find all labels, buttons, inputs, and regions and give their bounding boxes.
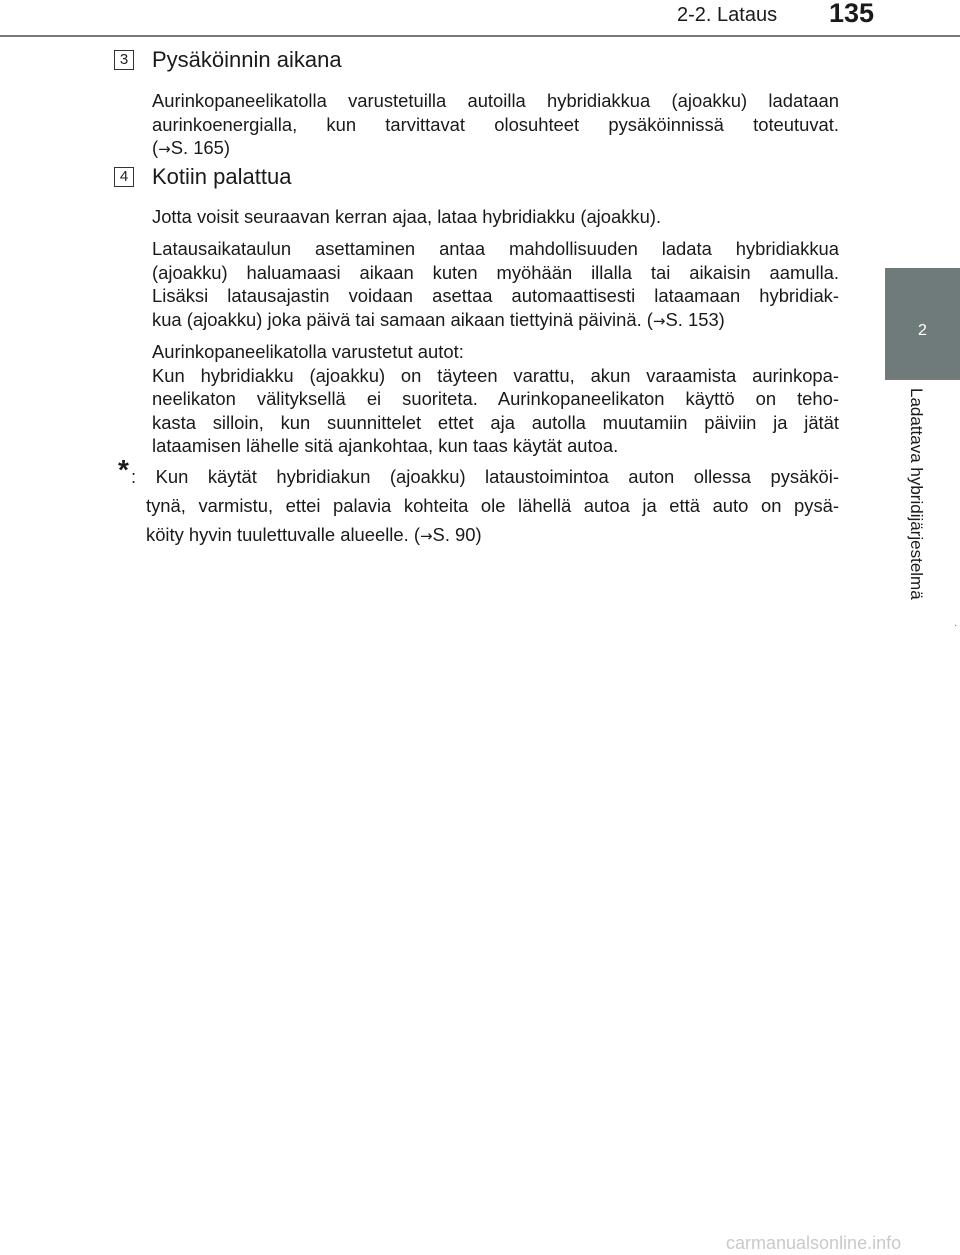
section-heading-home: Kotiin palattua <box>152 164 292 189</box>
footnote <box>131 462 839 551</box>
side-divider <box>885 378 960 380</box>
text-line: neelikaton välityksellä ei suoriteta. Aurinkopaneelikaton käyttö on teho- <box>152 388 839 409</box>
paragraph-charge-schedule <box>152 237 839 333</box>
text-line <box>131 520 839 551</box>
text-line: aurinkoenergialla, kun tarvittavat olosuhteet pysäköinnissä toteutuvat. <box>152 113 839 135</box>
text-line <box>152 136 839 162</box>
paren: ( <box>152 137 159 158</box>
text-line: Jotta voisit seuraavan kerran ajaa, lataa hybridiakku (ajoakku). <box>152 206 662 227</box>
chapter-title: Ladattava hybridijärjestelmä <box>907 388 926 600</box>
section-heading-parking: Pysäköinnin aikana <box>152 47 342 72</box>
page-reference[interactable]: S. 165) <box>170 137 230 158</box>
arrow-right-icon: → <box>652 311 666 330</box>
text-line <box>152 308 839 334</box>
text-fragment: köity hyvin tuulettuvalle alueelle. ( <box>146 524 420 545</box>
paragraph-solar-charging <box>152 89 839 162</box>
chapter-number: 2 <box>918 322 927 339</box>
chapter-tab <box>885 268 960 378</box>
text-line: (ajoakku) haluamaasi aikaan kuten myöhään illalla tai aikaisin aamulla. <box>152 261 839 283</box>
text-line: lataamisen lähelle sitä ajankohtaa, kun taas käytät autoa. <box>152 435 619 456</box>
page-reference[interactable]: S. 153) <box>665 308 725 330</box>
arrow-right-icon: → <box>158 140 171 158</box>
text-line: Aurinkopaneelikatolla varustetuilla autoilla hybridiakkua (ajoakku) ladataan <box>152 90 839 111</box>
text-line: Aurinkopaneelikatolla varustetut autot: <box>152 341 464 362</box>
step-badge-4: 4 <box>114 167 134 187</box>
paragraph-charge-next <box>152 205 839 229</box>
text-line: tynä, varmistu, ettei palavia kohteita ole lähellä autoa ja että auto on pysä- <box>146 495 839 516</box>
page-number: 135 <box>829 0 875 28</box>
paragraph-solar-roof <box>152 340 839 458</box>
text-fragment: kua (ajoakku) joka päivä tai samaan aikaan tiettyinä päivinä. ( <box>152 308 653 330</box>
step-badge-3: 3 <box>114 50 134 70</box>
header-divider <box>0 35 960 37</box>
section-title: 2-2. Lataus <box>677 4 778 26</box>
arrow-right-icon: → <box>419 527 433 545</box>
text-line: kasta silloin, kun suunnittelet ettet aja autolla muutamiin päiviin ja jätät <box>152 411 839 433</box>
text-line: Latausaikataulun asettaminen antaa mahdollisuuden ladata hybridiakkua <box>152 238 839 259</box>
footnote-asterisk: * <box>118 454 129 485</box>
text-line: Kun hybridiakku (ajoakku) on täyteen varattu, akun varaamista aurinkopa- <box>152 364 839 386</box>
side-mark: · <box>954 620 958 631</box>
text-line: Lisäksi latausajastin voidaan asettaa automaattisesti lataamaan hybridiak- <box>152 285 839 306</box>
text-line: : Kun käytät hybridiakun (ajoakku) lataustoimintoa auton ollessa pysäköi- <box>131 466 839 487</box>
page-reference[interactable]: S. 90) <box>432 524 482 545</box>
watermark: carmanualsonline.info <box>726 1233 902 1253</box>
